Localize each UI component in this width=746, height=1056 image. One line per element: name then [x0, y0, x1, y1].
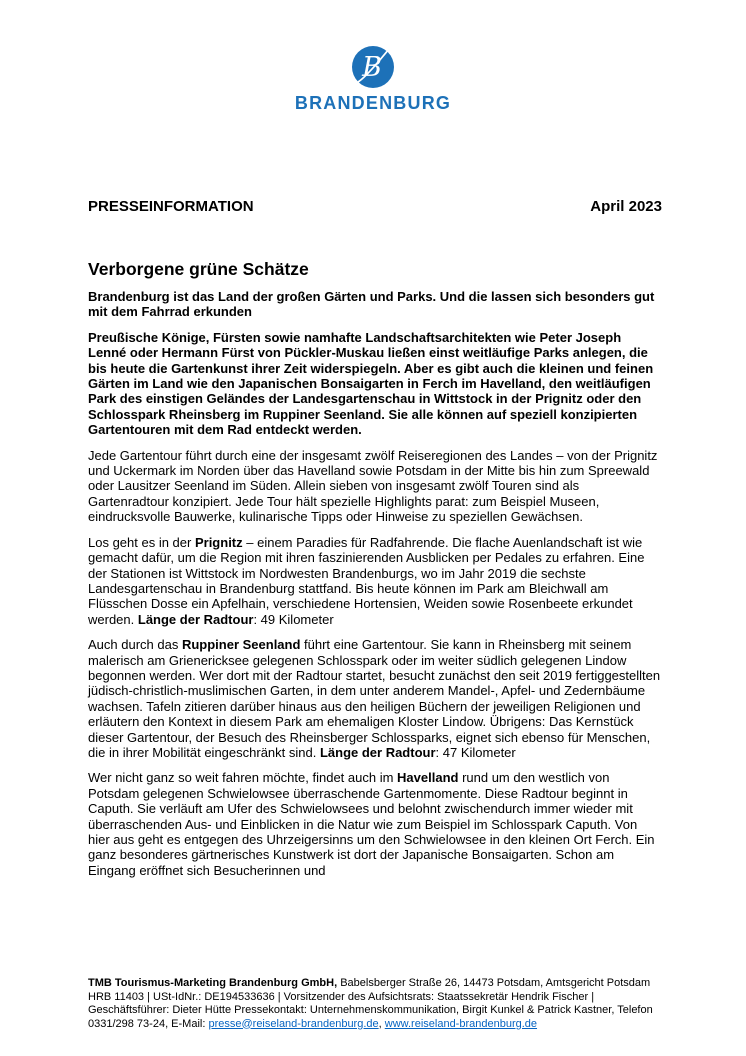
text-segment: rund um den westlich von Potsdam gelegenen Schwielowsee überraschende Gartenmomente. Diese Radtour beginnt in Caputh. Sie verläuft am Ufer des Schwielowsees und belohnt zwischendurch immer wieder mit überraschenden Aus- und Einblicken in die Natur wie zum Beispiel im Schlosspark Caputh. Von hier aus geht es entgegen des Uhrzeigersinns um den Schwielowsee in den kleinen Ort Ferch. Ein ganz besonderes gärtnerisches Kunstwerk ist dort der Japanische Bonsaigarten. Schon am Eingang eröffnet sich Besucherinnen und [88, 770, 655, 878]
footer-link[interactable]: www.reiseland-brandenburg.de [384, 1017, 538, 1030]
bold-text: Prignitz [194, 534, 243, 550]
bold-text: Havelland [397, 770, 459, 786]
text-segment: Jede Gartentour führt durch eine der insgesamt zwölf Reiseregionen des Landes – von der Prignitz und Uckermark im Norden über das Havelland sowie Potsdam in der Mitte bis hin zum Spreewald oder Lausitzer Seenland im Süden. Allein sieben von insgesamt zwölf Touren sind als Gartenradtour konzipiert. Jede Tour hält spezielle Highlights parat: zum Beispiel Museen, eindrucksvolle Bauwerke, kulinarische Tipps oder Hinweise zu speziellen Gewächsen. [88, 447, 658, 525]
article-paragraphs [88, 330, 662, 878]
footer-imprint [88, 977, 662, 1031]
text-segment: , [378, 1017, 385, 1030]
text-segment: Auch durch das [88, 637, 182, 653]
footer-link[interactable]: presse@reiseland-brandenburg.de [208, 1017, 379, 1030]
bold-text: Preußische Könige, Fürsten sowie namhafte Landschaftsarchitekten wie Peter Joseph Lenné oder Hermann Fürst von Pückler-Muskau ließen einst weitläufige Parks anlegen, die bis heute die Gartenkunst ihrer Zeit widerspiegeln. Aber es gibt auch die kleinen und feinen Gärten im Land wie den Japanischen Bonsaigarten in Ferch im Havelland, den weitläufigen Park des einstigen Geländes der Landesgartenschau in Wittstock in der Prignitz oder den Schlosspark Rheinsberg im Ruppiner Seenland. Sie alle können auf speziell konzipierten Gartentouren mit dem Rad entdeckt werden. [88, 329, 654, 438]
press-header [88, 198, 662, 216]
svg-text:B: B [362, 52, 382, 83]
brandenburg-monogram-icon [351, 45, 395, 89]
article-paragraph [88, 770, 662, 878]
bold-text: Ruppiner Seenland [181, 637, 301, 653]
article-paragraph [88, 448, 662, 525]
article-paragraph [88, 637, 662, 760]
brandenburg-wordmark: BRANDENBURG [294, 93, 452, 113]
document-body [88, 198, 662, 878]
article-paragraph [88, 535, 662, 627]
article-title: Verborgene grüne Schätze [88, 259, 309, 279]
text-segment: Babelsberger Straße 26, 14473 Potsdam, Amtsgericht Potsdam HRB 11403 | USt-IdNr.: DE194533636 | Vorsitzender des Aufsichtsrats: Staatssekretär Hendrik Fischer | Geschäftsführer: Dieter Hütte Pressekontakt: Unternehmenskommunikation, Birgit Kunkel & Patrick Kastner, Telefon 0331/298 73-24, E-Mail: [88, 977, 653, 1030]
text-segment: – einem Paradies für Radfahrende. Die flache Auenlandschaft ist wie gemacht dafür, um die Region mit ihren faszinierenden Ausblicken per Pedales zu erfahren. Eine der Stationen ist Wittstock im Nordwesten Brandenburgs, wo im Jahr 2019 die sechste Landesgartenschau in Brandenburg stattfand. Bis heute können im Park am Bleichwall am Flüsschen Dosse ein Apfelhain, verschiedene Hortensien, Weiden sowie Rosenbeete erkundet werden. [88, 534, 645, 627]
article-subtitle: Brandenburg ist das Land der großen Gärten und Parks. Und die lassen sich besonders gut mit dem Fahrrad erkunden [88, 289, 655, 320]
text-segment: führt eine Gartentour. Sie kann in Rheinsberg mit seinem malerisch am Grienericksee gelegenen Schlosspark oder im weiter südlich gelegenen Lindow begonnen werden. Wer dort mit der Radtour startet, besucht zunächst den seit 2019 fertiggestellten jüdisch-christlich-muslimischen Garten, in dem unter anderem Mandel-, Apfel- und Zedernbäume wachsen. Tafeln zitieren darüber hinaus aus den heiligen Büchern der jeweiligen Religionen und erläutern den Kontext in diesem Park am ehemaligen Kloster Lindow. Übrigens: Das Kernstück dieser Gartentour, der Besuch des Rheinsberger Schlossparks, eignet sich ebenso für Menschen, die in ihrer Mobilität eingeschränkt sind. [88, 637, 661, 760]
article-paragraph [88, 330, 662, 438]
bold-text: TMB Tourismus-Marketing Brandenburg GmbH, [88, 977, 338, 989]
press-label: PRESSEINFORMATION [88, 198, 254, 215]
text-segment: Los geht es in der [88, 534, 195, 550]
text-segment: Wer nicht ganz so weit fahren möchte, findet auch im [88, 770, 398, 786]
brandenburg-logo [0, 45, 746, 114]
bold-text: Länge der Radtour [137, 611, 254, 627]
text-segment: : 47 Kilometer [435, 744, 516, 760]
bold-text: Länge der Radtour [319, 744, 436, 760]
press-date: April 2023 [590, 198, 662, 215]
text-segment: : 49 Kilometer [253, 611, 334, 627]
